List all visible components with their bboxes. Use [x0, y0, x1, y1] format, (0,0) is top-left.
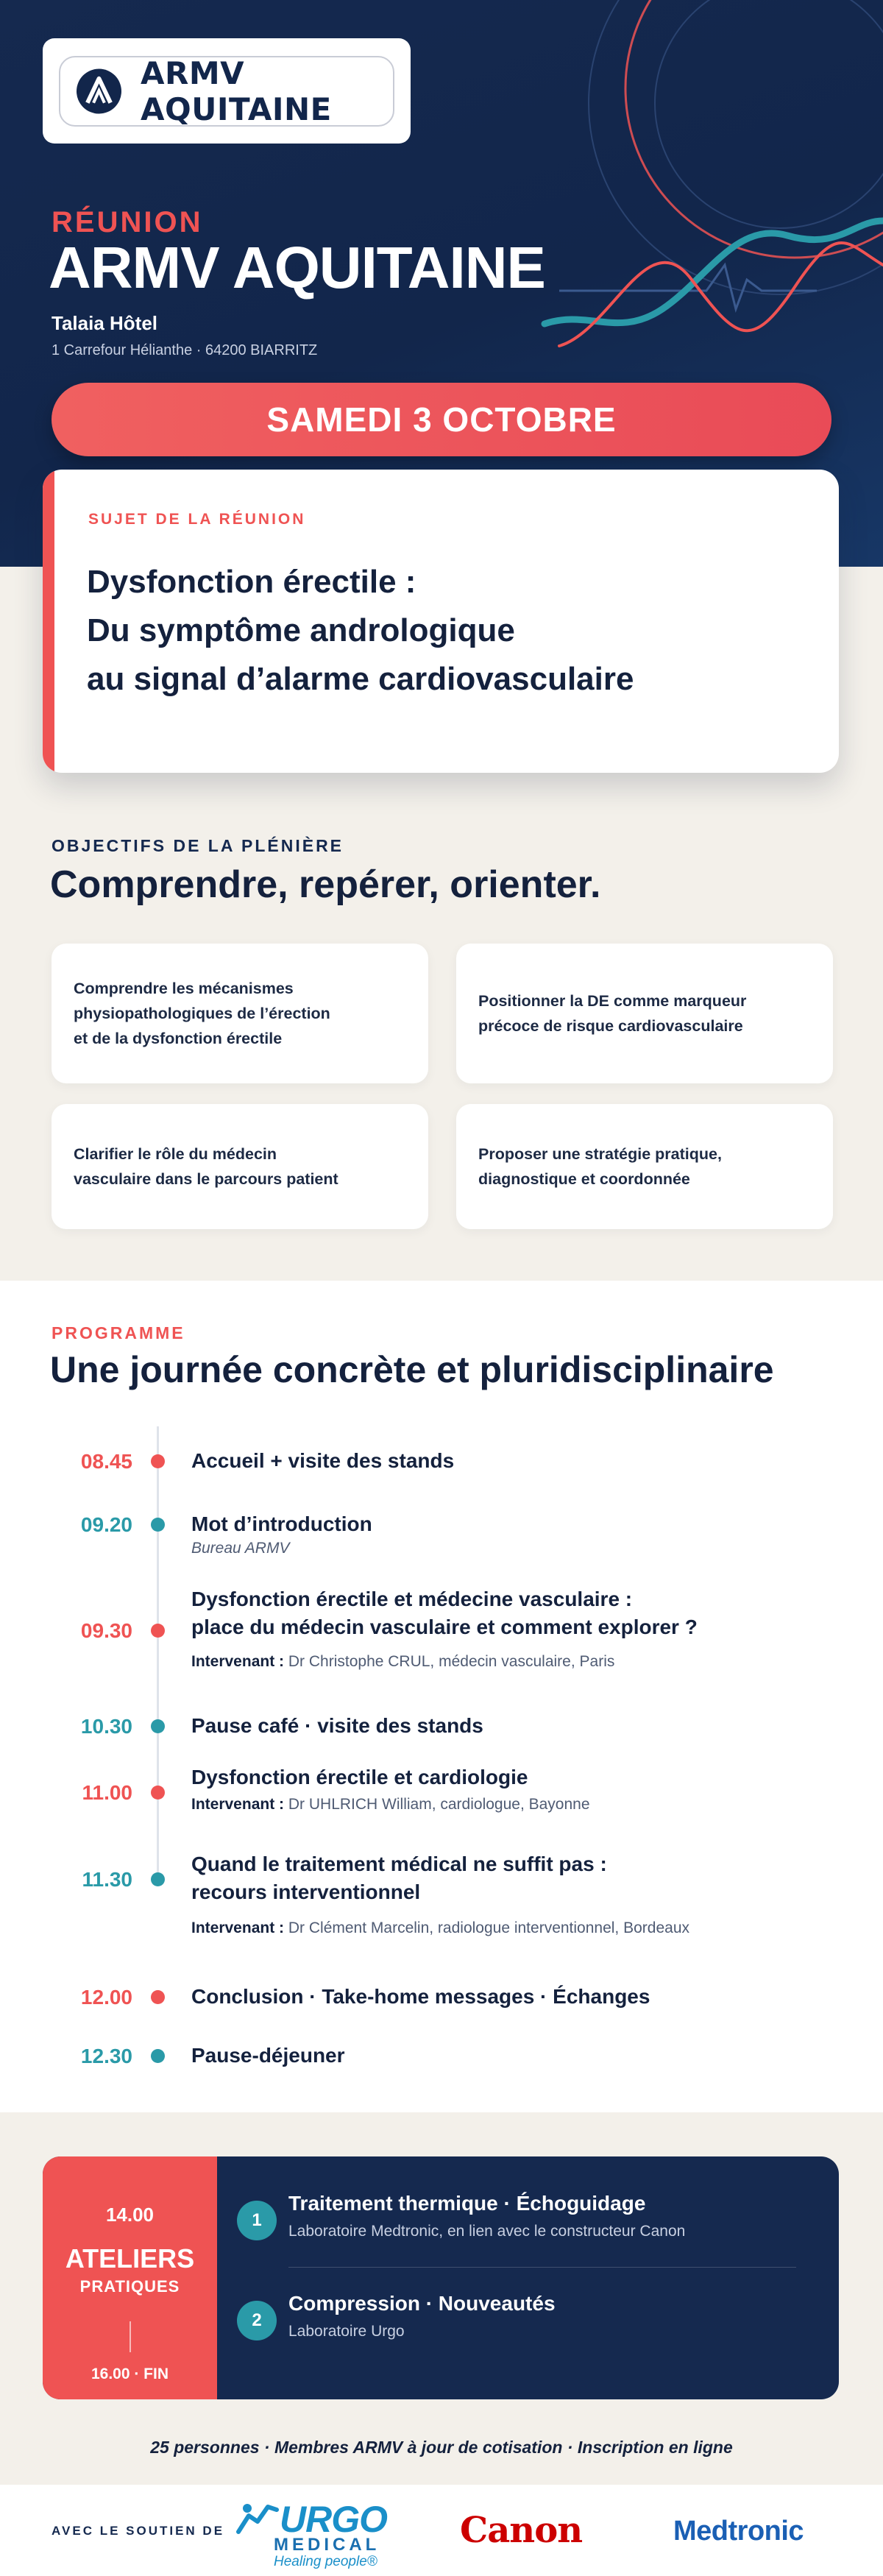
timeline-time: 11.30 — [82, 1868, 132, 1891]
logo — [43, 38, 411, 144]
timeline-title: Pause-déjeuner — [191, 2044, 345, 2067]
subject-card — [43, 470, 839, 773]
timeline-dot — [151, 1719, 165, 1733]
subject-line: Du symptôme andrologique — [87, 612, 515, 648]
objective-card: Positionner la DE comme marqueur précoce de risque cardiovasculaire — [456, 944, 833, 1083]
workshops-heading: ATELIERS — [65, 2243, 195, 2274]
workshops-subheading: PRATIQUES — [79, 2277, 180, 2296]
registration-note: 25 personnes · Membres ARMV à jour de cotisation · Inscription en ligne — [150, 2438, 733, 2457]
timeline-title: Dysfonction érectile et cardiologie — [191, 1766, 528, 1788]
timeline-speaker — [191, 1796, 590, 1814]
urgo-figure-icon — [235, 2502, 280, 2535]
subject-line: au signal d’alarme cardiovasculaire — [87, 661, 634, 697]
workshops-start-time: 14.00 — [105, 2204, 155, 2226]
objectives-kicker: OBJECTIFS DE LA PLÉNIÈRE — [52, 836, 344, 855]
workshop-number-badge: 1 — [237, 2201, 277, 2240]
sponsors-bar — [0, 2485, 883, 2576]
timeline-title: Dysfonction érectile et médecine vasculaire : place du médecin vasculaire et comment explorer ? — [191, 1588, 698, 1638]
date-banner: SAMEDI 3 OCTOBRE — [52, 383, 831, 456]
timeline-speaker — [191, 1919, 689, 1937]
workshops-time-panel — [43, 2156, 217, 2399]
programme-kicker: PROGRAMME — [52, 1323, 185, 1342]
timeline-time: 08.45 — [80, 1450, 132, 1473]
workshop-number-badge: 2 — [237, 2301, 277, 2340]
urgo-sub: MEDICAL — [274, 2535, 380, 2555]
timeline-title: Mot d’introduction — [191, 1512, 372, 1535]
speaker-label: Intervenant : — [191, 1653, 285, 1670]
workshops-divider-line — [130, 2321, 131, 2352]
timeline-title: Quand le traitement médical ne suffit pas : recours interventionnel — [191, 1853, 607, 1903]
timeline-speaker — [191, 1653, 614, 1671]
speaker-label: Intervenant : — [191, 1919, 285, 1936]
timeline-time: 12.00 — [80, 1986, 132, 2009]
objectives-title: Comprendre, repérer, orienter. — [50, 863, 601, 906]
timeline-dot — [151, 1786, 165, 1800]
timeline-line — [157, 1426, 159, 1883]
page-title: ARMV AQUITAINE — [49, 235, 545, 300]
subject-accent-bar — [43, 470, 54, 773]
subject-line: Dysfonction érectile : — [87, 564, 416, 600]
logo-pill — [59, 56, 394, 127]
timeline-dot — [151, 1518, 165, 1532]
canon-logo: Canon — [460, 2510, 583, 2551]
timeline-time: 12.30 — [80, 2045, 132, 2067]
speaker-name: Dr Christophe CRUL, médecin vasculaire, Paris — [288, 1653, 615, 1670]
speaker-name: Dr UHLRICH William, cardiologue, Bayonne — [288, 1796, 590, 1813]
workshop-description: Laboratoire Urgo — [288, 2323, 405, 2340]
urgo-wordmark: URGO — [280, 2499, 387, 2540]
reunion-kicker: RÉUNION — [52, 206, 203, 238]
timeline-time: 09.20 — [80, 1513, 132, 1536]
sponsors-label: AVEC LE SOUTIEN DE — [52, 2524, 225, 2538]
venue-address: 1 Carrefour Hélianthe · 64200 BIARRITZ — [52, 342, 318, 358]
objective-card: Comprendre les mécanismes physiopathologiques de l’érection et de la dysfonction érectile — [52, 944, 428, 1083]
timeline-dot — [151, 1990, 165, 2004]
timeline-dot — [151, 1454, 165, 1468]
timeline-title: Pause café · visite des stands — [191, 1714, 483, 1737]
logo-text: ARMV AQUITAINE — [141, 55, 332, 127]
workshop-description: Laboratoire Medtronic, en lien avec le constructeur Canon — [288, 2223, 686, 2240]
objective-card: Proposer une stratégie pratique, diagnostique et coordonnée — [456, 1104, 833, 1229]
armv-logo-icon — [77, 64, 121, 118]
timeline-title: Conclusion · Take-home messages · Échanges — [191, 1985, 650, 2008]
speaker-name: Dr Clément Marcelin, radiologue interventionnel, Bordeaux — [288, 1919, 689, 1936]
speaker-label: Intervenant : — [191, 1796, 285, 1813]
timeline-time: 11.00 — [82, 1781, 132, 1804]
timeline-dot — [151, 1872, 165, 1886]
medtronic-logo: Medtronic — [673, 2516, 804, 2547]
programme-section — [0, 1281, 883, 2112]
timeline-dot — [151, 1624, 165, 1638]
timeline-title: Accueil + visite des stands — [191, 1449, 455, 1472]
urgo-tagline: Healing people® — [274, 2554, 377, 2569]
timeline-time: 10.30 — [80, 1715, 132, 1738]
workshops-card — [43, 2156, 839, 2399]
workshop-title: Compression · Nouveautés — [288, 2292, 556, 2315]
workshops-end-time: 16.00 · FIN — [91, 2366, 169, 2382]
timeline-dot — [151, 2049, 165, 2063]
timeline-time: 09.30 — [80, 1619, 132, 1642]
subject-kicker: SUJET DE LA RÉUNION — [88, 511, 306, 528]
timeline-subtitle: Bureau ARMV — [191, 1540, 290, 1557]
workshop-title: Traitement thermique · Échoguidage — [288, 2192, 646, 2215]
programme-title: Une journée concrète et pluridisciplinaire — [50, 1349, 774, 1390]
workshop-separator — [288, 2267, 796, 2268]
venue-name: Talaia Hôtel — [52, 312, 158, 334]
objective-card: Clarifier le rôle du médecin vasculaire dans le parcours patient — [52, 1104, 428, 1229]
urgo-logo — [235, 2498, 397, 2568]
